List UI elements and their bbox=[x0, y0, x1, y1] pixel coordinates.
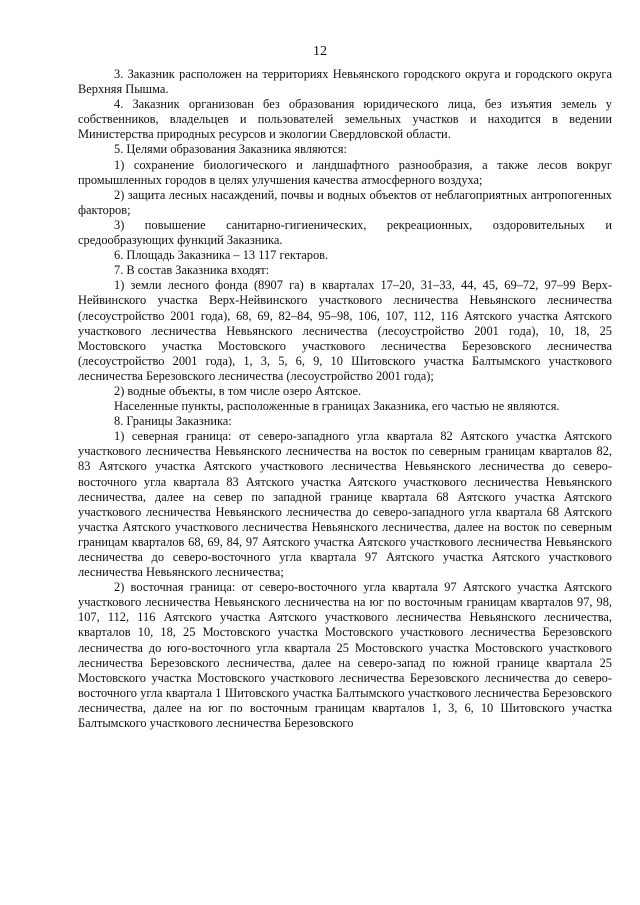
composition-item-1: 1) земли лесного фонда (8907 га) в кварталах 17–20, 31–33, 44, 45, 69–72, 97–99 Верх-Нейвинского участка Верх-Нейвинского участкового лесничества Невьянского лесничества (лесоустройство 2001 года), 68, 69, 82–84, 95–98, 106, 107, 112, 116 Аятского участка Аятского участкового лесничества Невьянского лесничества (лесоустройство 2001 года), 10, 18, 25 Мостовского участка Мостовского участкового лесничества Березовского лесничества (лесоустройство 2001 года), 1, 3, 5, 6, 9, 10 Шитовского участка Балтымского участкового лесничества Березовского лесничества (лесоустройство 2001 года); bbox=[78, 278, 612, 383]
goal-item-2: 2) защита лесных насаждений, почвы и водных объектов от неблагоприятных антропогенных факторов; bbox=[78, 187, 612, 217]
paragraph-7-composition-heading: 7. В состав Заказника входят: bbox=[114, 263, 270, 278]
paragraph-3-location: 3. Заказник расположен на территориях Невьянского городского округа и городского округа Верхняя Пышма. bbox=[78, 67, 612, 97]
page-number: 12 bbox=[313, 44, 327, 59]
paragraph-4-organization: 4. Заказник организован без образования юридического лица, без изъятия земель у собственников, владельцев и пользователей земельных участков и находится в ведении Министерства природных ресурсов и экологии Свердловской области. bbox=[78, 97, 612, 142]
document-body bbox=[78, 67, 612, 731]
composition-item-2: 2) водные объекты, в том числе озеро Аятское. bbox=[114, 383, 362, 398]
goal-item-3: 3) повышение санитарно-гигиенических, рекреационных, оздоровительных и средообразующих функций Заказника. bbox=[78, 217, 612, 248]
paragraph-8-borders-heading: 8. Границы Заказника: bbox=[114, 414, 232, 429]
goal-item-1: 1) сохранение биологического и ландшафтного разнообразия, а также лесов вокруг промышленных городов в целях улучшения качества атмосферного воздуха; bbox=[78, 157, 612, 187]
paragraph-5-goals-heading: 5. Целями образования Заказника являются: bbox=[114, 142, 347, 157]
settlements-note: Населенные пункты, расположенные в границах Заказника, его частью не являются. bbox=[114, 399, 560, 414]
paragraph-6-area: 6. Площадь Заказника – 13 117 гектаров. bbox=[114, 248, 329, 263]
border-east: 2) восточная граница: от северо-восточного угла квартала 97 Аятского участка Аятского участкового лесничества Невьянского лесничества на юг по восточным границам кварталов 97, 98, 107, 112, 116 Аятского участка Аятского участкового лесничества Невьянского лесничества, кварталов 10, 18, 25 Мостовского участка Мостовского участкового лесничества Березовского лесничества до юго-восточного угла квартала 25 Мостовского участка Мостовского участкового лесничества Березовского лесничества, далее на северо-запад по южной границе квартала 25 Мостовского участка Мостовского участкового лесничества Березовского лесничества до северо-восточного угла квартала 1 Шитовского участка Балтымского участкового лесничества Березовского лесничества, далее на юг по восточным границам кварталов 1, 3, 6, 10 Шитовского участка Балтымского участкового лесничества Березовского bbox=[78, 580, 612, 731]
border-north: 1) северная граница: от северо-западного угла квартала 82 Аятского участка Аятского участкового лесничества Невьянского лесничества на восток по северным границам кварталов 82, 83 Аятского участка Аятского участкового лесничества Невьянского лесничества до северо-восточного угла квартала 83 Аятского участка Аятского участкового лесничества Невьянского лесничества, далее на север по западной границе квартала 68 Аятского участка Аятского участкового лесничества Невьянского лесничества до северо-западного угла квартала 68 Аятского участка Аятского участкового лесничества Невьянского лесничества, далее на восток по северным границам кварталов 68, 69, 84, 97 Аятского участка Аятского участкового лесничества Невьянского лесничества до северо-восточного угла квартала 97 Аятского участка Аятского участкового лесничества Невьянского лесничества; bbox=[78, 429, 612, 580]
